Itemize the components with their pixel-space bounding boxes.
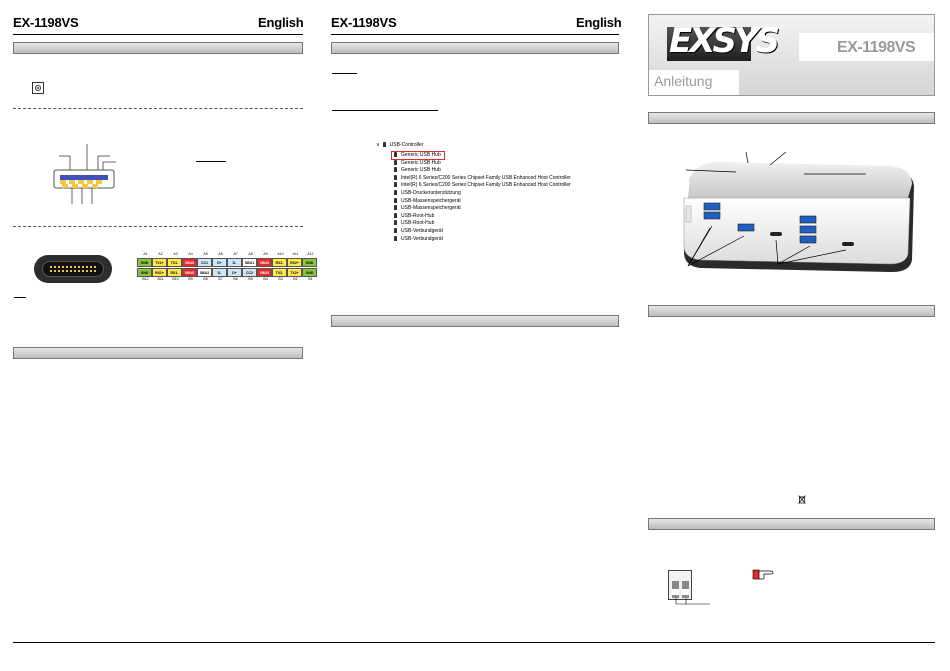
page1-divider-1 xyxy=(13,108,303,109)
usb-device-icon xyxy=(394,228,397,233)
pin-label: B9 xyxy=(188,277,193,281)
usb-c-receptacle-icon xyxy=(34,255,112,283)
tree-item[interactable] xyxy=(394,182,571,189)
page2-section-bar-2 xyxy=(331,315,619,327)
pin-label: B2 xyxy=(293,277,298,281)
cover-subtitle: Anleitung xyxy=(654,73,713,89)
dip-switch-leaders xyxy=(670,598,720,608)
pin-cell: GND xyxy=(137,258,152,267)
page2-model: EX-1198VS xyxy=(331,15,397,30)
tree-highlight-box xyxy=(391,151,445,160)
tree-item[interactable] xyxy=(394,213,434,220)
pin-cell: GND xyxy=(302,268,317,277)
chevron-down-icon: ∨ xyxy=(376,142,380,148)
pinout-bottom-labels xyxy=(138,277,318,281)
pinout-top-labels xyxy=(138,252,318,256)
underline-2 xyxy=(14,297,26,298)
pin-label: B12 xyxy=(142,277,149,281)
tree-item-label: USB-Massenspeichergerät xyxy=(401,205,461,212)
usb-device-icon xyxy=(394,160,397,165)
pinout-top-row xyxy=(137,258,317,267)
tree-item-label: Generic USB Hub xyxy=(401,152,441,158)
page1-section-bar-1 xyxy=(13,42,303,54)
tree-item[interactable] xyxy=(394,167,441,174)
usb-icon xyxy=(383,142,386,147)
pin-label: A3 xyxy=(173,252,178,256)
hand-pointing-icon xyxy=(752,567,774,581)
pin-label: B4 xyxy=(263,277,268,281)
pin-label: B3 xyxy=(278,277,283,281)
underline-1 xyxy=(196,161,226,162)
tree-item-label: Generic USB Hub xyxy=(401,167,441,174)
pin-label: B11 xyxy=(157,277,164,281)
tree-item-label: USB-Druckerunterstützung xyxy=(401,190,461,196)
pin-label: A12 xyxy=(307,252,314,256)
tree-root[interactable] xyxy=(376,142,423,149)
pinout-bottom-row xyxy=(137,268,317,277)
usb-device-icon xyxy=(394,175,397,180)
tree-item[interactable] xyxy=(394,228,443,235)
dc-jack-icon xyxy=(32,82,44,94)
page1-model: EX-1198VS xyxy=(13,15,79,30)
usb-device-icon xyxy=(394,182,397,187)
page2-section-bar-1 xyxy=(331,42,619,54)
footer-rule xyxy=(13,642,935,643)
cover-header xyxy=(648,14,935,96)
weee-bin-icon xyxy=(798,495,806,504)
pin-cell: D- xyxy=(212,268,227,277)
usb-device-icon xyxy=(394,190,397,195)
usb-device-icon xyxy=(394,220,397,225)
tree-item-label: USB-Verbundgerät xyxy=(401,228,443,234)
pin-label: A4 xyxy=(188,252,193,256)
pin-label: A10 xyxy=(277,252,284,256)
tree-item[interactable] xyxy=(394,220,434,227)
pin-label: A7 xyxy=(233,252,238,256)
pin-label: A5 xyxy=(203,252,208,256)
tree-item-label: USB-Verbundgerät xyxy=(401,235,443,242)
pin-cell: GND xyxy=(137,268,152,277)
page3-section-bar-2 xyxy=(648,305,935,317)
usb-a-connector-diagram xyxy=(50,142,130,212)
tree-item-label: Intel(R) 6 Series/C200 Series Chipset Family USB Enhanced Host Controller xyxy=(401,182,571,189)
pin-cell: VBUS xyxy=(182,258,197,267)
pin-cell: VBUS xyxy=(182,268,197,277)
pin-label: A2 xyxy=(158,252,163,256)
pin-label: A8 xyxy=(248,252,253,256)
pin-cell: SBU1 xyxy=(242,258,257,267)
pin-cell: RX2- xyxy=(272,258,287,267)
pin-label: B10 xyxy=(172,277,179,281)
usb-device-icon xyxy=(394,205,397,210)
usb-device-icon xyxy=(394,213,397,218)
pin-label: A9 xyxy=(263,252,268,256)
tree-item-label: USB-Root-Hub xyxy=(401,212,435,219)
page3-section-bar-3 xyxy=(648,518,935,530)
cover-model-box xyxy=(799,33,935,61)
pin-label: A6 xyxy=(218,252,223,256)
page3-section-bar-1 xyxy=(648,112,935,124)
pin-cell: TX1- xyxy=(167,258,182,267)
tree-item-label: Generic USB Hub xyxy=(401,159,441,166)
pin-cell: VBUS xyxy=(257,258,272,267)
pin-cell: CC2 xyxy=(242,268,257,277)
page1-divider-2 xyxy=(13,226,303,227)
usb-device-icon xyxy=(394,167,397,172)
underline-3 xyxy=(332,73,357,74)
pin-label: B7 xyxy=(218,277,223,281)
usb-hub-device-illustration xyxy=(660,148,920,298)
cover-model: EX-1198VS xyxy=(837,39,916,56)
tree-item[interactable] xyxy=(394,160,441,167)
dip-switch-icon xyxy=(668,570,692,600)
tree-item[interactable] xyxy=(394,198,461,205)
cover-brand: EXSYS xyxy=(669,21,778,61)
pin-cell: RX1+ xyxy=(152,268,167,277)
device-manager-tree xyxy=(376,142,596,262)
pin-label: B1 xyxy=(308,277,313,281)
exsys-logo xyxy=(667,21,777,69)
tree-item-label: USB-Root-Hub xyxy=(401,220,435,227)
pin-label: B8 xyxy=(203,277,208,281)
page2-language: English xyxy=(576,15,622,30)
tree-item[interactable] xyxy=(394,236,443,243)
pin-cell: VBUS xyxy=(257,268,272,277)
pin-label: B6 xyxy=(233,277,238,281)
pin-cell: D+ xyxy=(212,258,227,267)
underline-4 xyxy=(332,110,438,111)
pin-cell: D- xyxy=(227,258,242,267)
pin-label: A11 xyxy=(292,252,299,256)
pin-cell: CC1 xyxy=(197,258,212,267)
pin-cell: SBU2 xyxy=(197,268,212,277)
usb-device-icon xyxy=(394,236,397,241)
usb-device-icon xyxy=(394,198,397,203)
tree-item-label: Intel(R) 6 Series/C200 Series Chipset Family USB Enhanced Host Controller xyxy=(401,174,571,181)
pin-cell: GND xyxy=(302,258,317,267)
page1-language: English xyxy=(258,15,304,30)
pin-cell: RX1- xyxy=(167,268,182,277)
tree-item[interactable] xyxy=(394,205,461,212)
pin-cell: RX2+ xyxy=(287,258,302,267)
pin-cell: D+ xyxy=(227,268,242,277)
pin-cell: TX2+ xyxy=(287,268,302,277)
tree-item-label: USB-Massenspeichergerät xyxy=(401,197,461,204)
pin-cell: TX1+ xyxy=(152,258,167,267)
tree-item[interactable] xyxy=(394,190,461,197)
pin-label: B5 xyxy=(248,277,253,281)
page1-section-bar-2 xyxy=(13,347,303,359)
tree-item[interactable] xyxy=(394,175,571,182)
page2-rule xyxy=(331,34,619,35)
pin-label: A1 xyxy=(143,252,148,256)
page1-rule xyxy=(13,34,303,35)
pin-cell: TX2- xyxy=(272,268,287,277)
tree-root-label: USB-Controller xyxy=(389,142,424,148)
